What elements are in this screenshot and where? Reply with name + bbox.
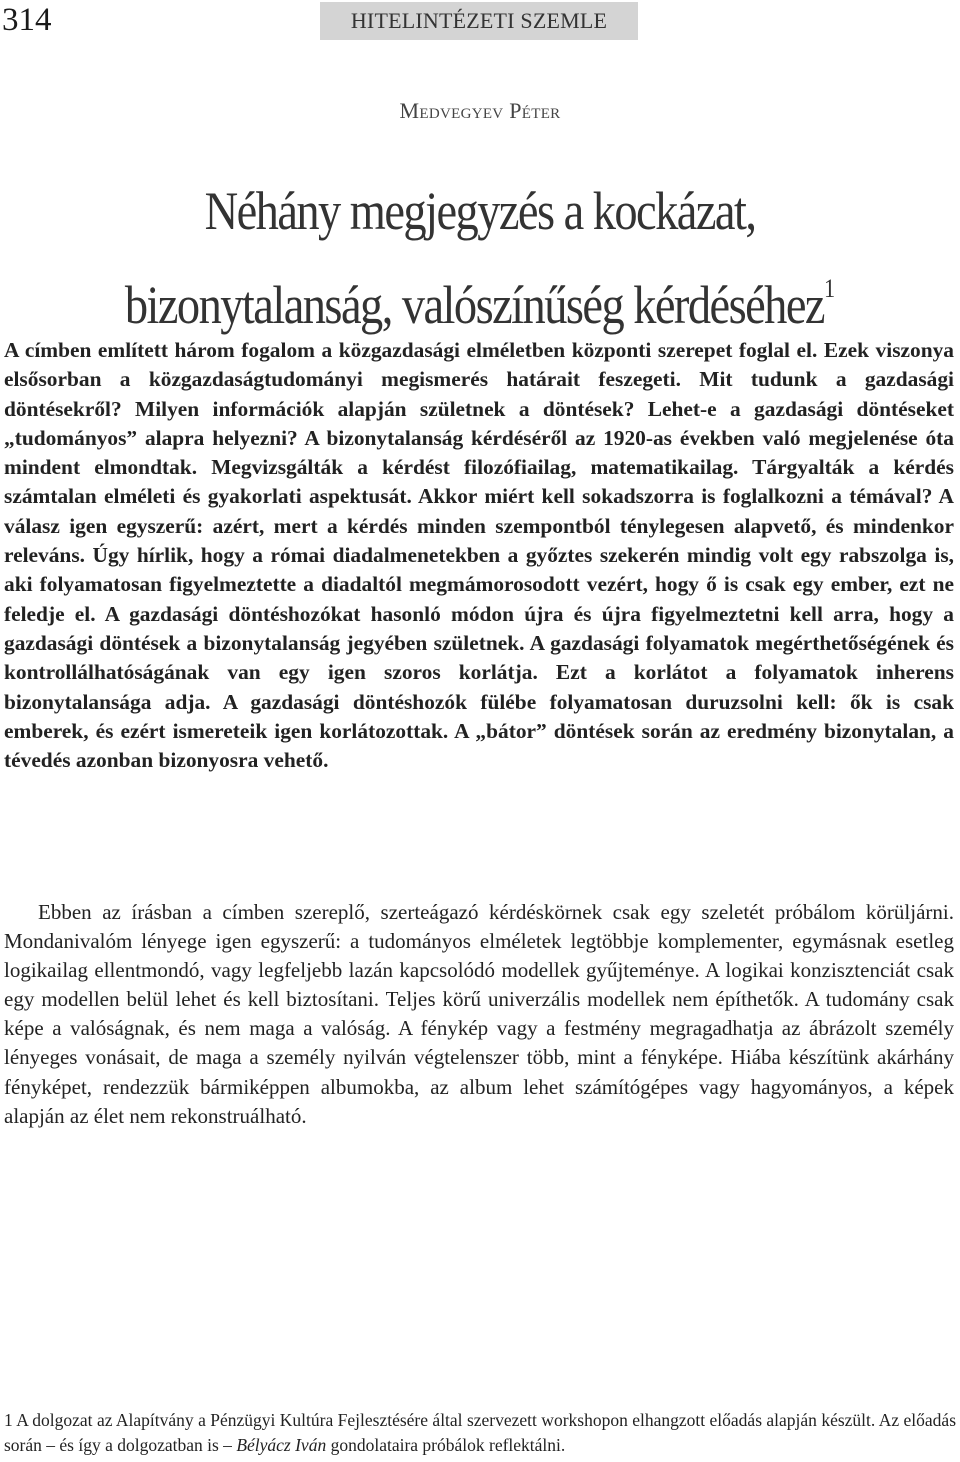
article-body [4,898,954,1131]
footnote-text-after: gondolataira próbálok reflektálni. [326,1435,566,1455]
footnote [4,1408,956,1458]
page-number: 314 [2,2,52,38]
title-line-2: bizonytalanság, valószínűség kérdéséhez [124,275,824,335]
article-title [67,172,893,344]
author-name: Medvegyev Péter [399,98,561,123]
abstract-text: A címben említett három fogalom a közgazdasági elméletben központi szerepet foglal el. Ezek viszonya elsősorban a közgazdaságtudományi megismerés határait feszegeti. Mit tudunk a gazdasági döntésekről? Milyen információk alapján születnek a döntések? Lehet-e a gazdasági döntéseket „tudományos” alapra helyezni? A bizonytalanság kérdéséről az 1920-as években való megjelenése óta mindent elmondtak. Megvizsgálták a kérdést filozófiailag, matematikailag. Tárgyalták a kérdés számtalan elméleti és gyakorlati aspektusát. Akkor miért kell sokadszorra is foglalkozni a témával? A válasz igen egyszerű: azért, mert a kérdés minden szempontból ténylegesen alapvető, és mindenkor releváns. Úgy hírlik, hogy a római diadalmenetekben a győztes szekerén mindig volt egy rabszolga is, aki folyamatosan figyelmeztette a diadaltól megmámorosodott vezért, hogy ő is csak egy ember, ezt ne feledje el. A gazdasági döntéshozókat hasonló módon újra és újra figyelmeztetni kell arra, hogy a gazdasági döntések a bizonytalanság jegyében születnek. A gazdasági folyamatok megérthetőségének és kontrollálhatóságának van egy igen szoros korlátja. Ezt a korlátot a folyamatok inherens bizonytalansága adja. A gazdasági döntéshozók fülébe folyamatosan duruzsolni kell: ők is csak emberek, és ezért ismereteik igen korlátozottak. A „bátor” döntések során az eredmény bizonytalan, a tévedés azonban bizonyosra vehető. [4,338,954,773]
title-line-1: Néhány megjegyzés a kockázat, [204,181,756,241]
journal-header [320,2,638,40]
abstract [4,336,954,775]
body-paragraph: Ebben az írásban a címben szereplő, szerteágazó kérdéskörnek csak egy szeletét próbálom körüljárni. Mondanivalóm lényege igen egyszerű: a tudományos elméletek legtöbbje komplementer, egymásnak esetleg logikailag ellentmondó, vagy legfeljebb lazán kapcsolódó modellek gyűjteménye. A logikai konzisztenciát csak egy modellen belül lehet és kell biztosítani. Teljes körű univerzális modellek nem építhetők. A tudomány csak képe a valóságnak, és nem maga a valóság. A fénykép vagy a festmény megragadhatja az ábrázolt személy lényeges vonásait, de maga a személy nyilván végtelenszer több, mint a fényképe. Hiába készítünk akárhány fényképet, rendezzük bármiképpen albumokba, az album lehet számítógépes vagy hagyományos, a képek alapján az élet nem rekonstruálható. [4,900,954,1128]
title-footnote-marker: 1 [823,274,836,303]
footnote-emphasis: Bélyácz Iván [236,1435,327,1455]
footnote-text-before: A dolgozat az Alapítvány a Pénzügyi Kultúra Fejlesztésére által szervezett workshopon elhangzott előadás alapján készült. Az előadás során – és így a dolgozatban is – [4,1410,956,1455]
journal-name: HITELINTÉZETI SZEMLE [350,8,608,33]
footnote-marker: 1 [4,1410,13,1430]
